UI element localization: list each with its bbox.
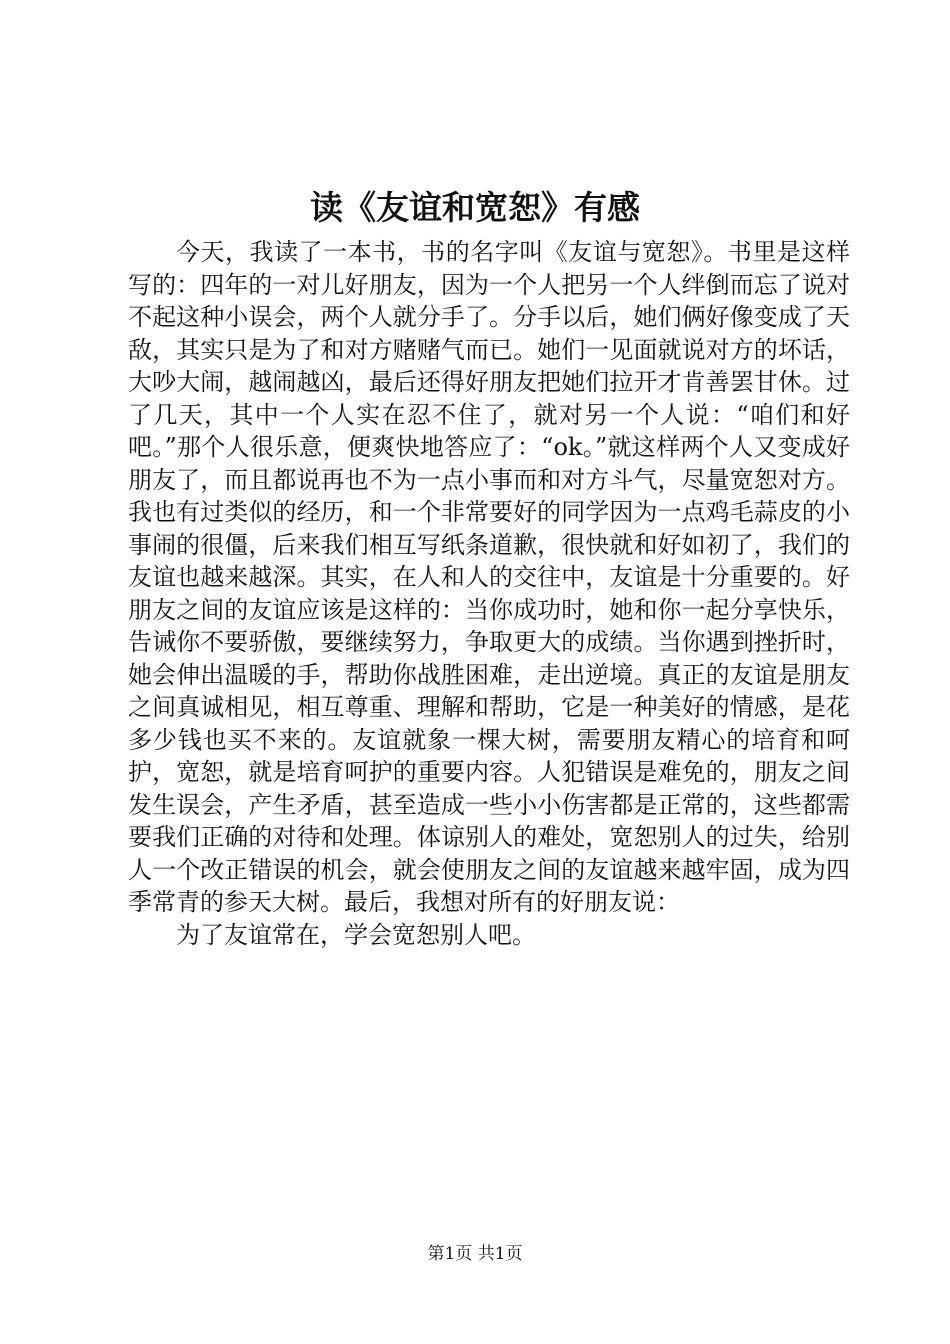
document-body <box>128 236 850 951</box>
page-footer: 第1页 共1页 <box>427 1244 523 1264</box>
paragraph-1: 今天，我读了一本书，书的名字叫《友谊与宽恕》。书里是这样写的：四年的一对儿好朋友，因为一个人把另一个人绊倒而忘了说对不起这种小误会，两个人就分手了。分手以后，她们俩好像变成了天敌，其实只是为了和对方赌赌气而已。她们一见面就说对方的坏话，大吵大闹，越闹越凶，最后还得好朋友把她们拉开才肯善罢甘休。过了几天，其中一个人实在忍不住了，就对另一个人说：“咱们和好吧。”那个人很乐意，便爽快地答应了：“ok。”就这样两个人又变成好朋友了，而且都说再也不为一点小事而和对方斗气，尽量宽恕对方。我也有过类似的经历，和一个非常要好的同学因为一点鸡毛蒜皮的小事闹的很僵，后来我们相互写纸条道歉，很快就和好如初了，我们的友谊也越来越深。其实，在人和人的交往中，友谊是十分重要的。好朋友之间的友谊应该是这样的：当你成功时，她和你一起分享快乐，告诫你不要骄傲，要继续努力，争取更大的成绩。当你遇到挫折时，她会伸出温暖的手，帮助你战胜困难，走出逆境。真正的友谊是朋友之间真诚相见，相互尊重、理解和帮助，它是一种美好的情感，是花多少钱也买不来的。友谊就象一棵大树，需要朋友精心的培育和呵护，宽恕，就是培育呵护的重要内容。人犯错误是难免的，朋友之间发生误会，产生矛盾，甚至造成一些小小伤害都是正常的，这些都需要我们正确的对待和处理。体谅别人的难处，宽恕别人的过失，给别人一个改正错误的机会，就会使朋友之间的友谊越来越牢固，成为四季常青的参天大树。最后，我想对所有的好朋友说： <box>128 238 850 916</box>
paragraph-2: 为了友谊常在，学会宽恕别人吧。 <box>176 920 536 949</box>
document-title: 读《友谊和宽恕》有感 <box>310 188 640 227</box>
